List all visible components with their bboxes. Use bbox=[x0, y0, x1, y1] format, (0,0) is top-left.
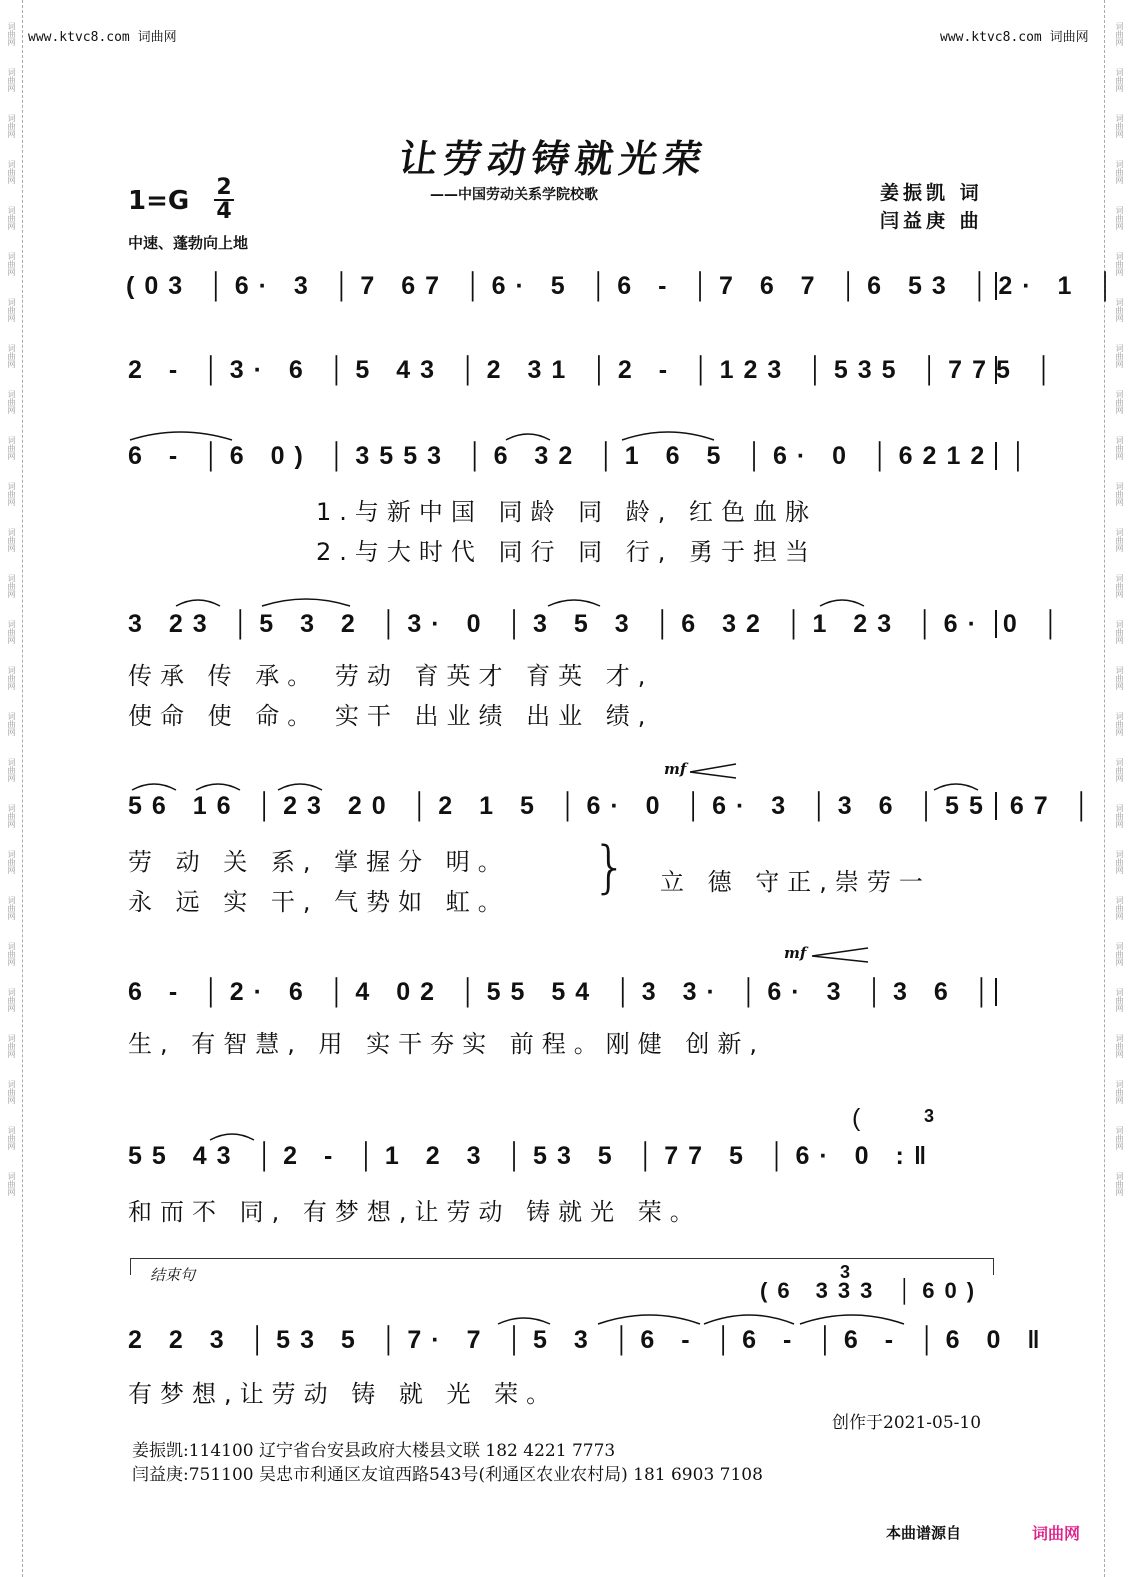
source-label: 本曲谱源自 bbox=[886, 1524, 962, 1542]
source-brand-link[interactable]: 词曲网 bbox=[1032, 1524, 1081, 1543]
side-watermark: 词曲网 bbox=[7, 896, 16, 920]
notation-row-2: 2 - │3· 6 │5 43 │2 31 │2 - │123 │535 │775 │ bbox=[128, 356, 1063, 384]
side-watermark: 词曲网 bbox=[7, 666, 16, 690]
side-watermark: 词曲网 bbox=[7, 114, 16, 138]
notation-row-7: 55 43 │2 - │1 2 3 │53 5 │77 5 │6· 0 :‖ bbox=[128, 1142, 937, 1170]
slur-6 bbox=[548, 600, 600, 606]
lyric-row-3-verse-2: 2.与大时代 同行 同 行, 勇于担当 bbox=[316, 538, 818, 566]
site-url-right: www.ktvc8.com 词曲网 bbox=[940, 30, 1089, 45]
side-watermark: 词曲网 bbox=[1115, 896, 1124, 920]
slur-15 bbox=[704, 1315, 794, 1324]
side-watermark: 词曲网 bbox=[7, 620, 16, 644]
slur-14 bbox=[598, 1315, 700, 1324]
slur-11 bbox=[934, 784, 978, 790]
verse-brace: } bbox=[592, 835, 628, 900]
composer-credit: 闫益庚 曲 bbox=[880, 210, 983, 232]
ending-bracket bbox=[130, 1258, 994, 1275]
side-watermark: 词曲网 bbox=[7, 436, 16, 460]
lyric-row-6: 生, 有智慧, 用 实干夯实 前程。刚健 创新, bbox=[128, 1030, 766, 1058]
right-margin-line bbox=[1104, 0, 1105, 1577]
side-watermark: 词曲网 bbox=[7, 528, 16, 552]
side-watermark: 词曲网 bbox=[7, 22, 16, 46]
slur-2 bbox=[506, 434, 550, 440]
time-signature-bottom: 4 bbox=[216, 199, 232, 224]
side-watermark: 词曲网 bbox=[7, 1080, 16, 1104]
side-watermark: 词曲网 bbox=[1115, 712, 1124, 736]
side-watermark: 词曲网 bbox=[7, 712, 16, 736]
dynamic-mf-1: mf bbox=[664, 760, 687, 778]
side-watermark: 词曲网 bbox=[7, 850, 16, 874]
slur-5 bbox=[262, 599, 350, 606]
side-watermark: 词曲网 bbox=[7, 298, 16, 322]
side-watermark: 词曲网 bbox=[7, 1034, 16, 1058]
notation-ending: 2 2 3 │53 5 │7· 7 │5 3 │6 - │6 - │6 - │6 0 ‖ bbox=[128, 1326, 1050, 1354]
side-watermark: 词曲网 bbox=[7, 160, 16, 184]
notation-row-4: 3 23 │5 3 2 │3· 0 │3 5 3 │6 32 │1 23 │6· 0 │ bbox=[128, 610, 1070, 638]
side-watermark: 词曲网 bbox=[1115, 804, 1124, 828]
side-watermark: 词曲网 bbox=[7, 574, 16, 598]
slur-4 bbox=[176, 600, 220, 606]
dynamic-mf-2: mf bbox=[784, 944, 807, 962]
time-signature-top: 2 bbox=[216, 175, 232, 200]
lyric-ending: 有梦想,让劳动 铸 就 光 荣。 bbox=[128, 1380, 559, 1408]
triplet-mark-ending: 3 bbox=[840, 1262, 861, 1282]
lyric-row-7: 和而不 同, 有梦想,让劳动 铸就光 荣。 bbox=[128, 1198, 702, 1226]
side-watermark: 词曲网 bbox=[7, 988, 16, 1012]
slur-3 bbox=[622, 432, 714, 440]
ending-label: 结束句 bbox=[150, 1266, 196, 1284]
slur-13 bbox=[498, 1318, 550, 1324]
side-watermark: 词曲网 bbox=[1115, 344, 1124, 368]
side-watermark: 词曲网 bbox=[1115, 758, 1124, 782]
side-watermark: 词曲网 bbox=[1115, 22, 1124, 46]
creation-date: 创作于2021-05-10 bbox=[832, 1413, 982, 1433]
side-watermark: 词曲网 bbox=[1115, 988, 1124, 1012]
lyricist-credit: 姜振凯 词 bbox=[880, 182, 983, 204]
slur-7 bbox=[820, 600, 864, 606]
slur-12 bbox=[210, 1134, 254, 1140]
optional-paren: ( bbox=[852, 1104, 871, 1132]
side-watermark: 词曲网 bbox=[1115, 390, 1124, 414]
side-watermark: 词曲网 bbox=[1115, 114, 1124, 138]
notation-row-6: 6 - │2· 6 │4 02 │55 54 │3 3· │6· 3 │3 6 │ bbox=[128, 978, 1001, 1006]
side-watermark: 词曲网 bbox=[7, 390, 16, 414]
left-margin-line bbox=[22, 0, 23, 1577]
lyric-row-3-verse-1: 1.与新中国 同龄 同 龄, 红色血脉 bbox=[316, 498, 818, 526]
side-watermark: 词曲网 bbox=[7, 942, 16, 966]
notation-row-5: 56 16 │23 20 │2 1 5 │6· 0 │6· 3 │3 6 │55 67 │ bbox=[128, 792, 1101, 820]
lyric-row-5-shared: 立 德 守正,崇劳一 bbox=[660, 868, 931, 896]
slur-16 bbox=[800, 1315, 904, 1324]
key-signature: 1=G bbox=[128, 186, 190, 216]
side-watermark: 词曲网 bbox=[7, 1126, 16, 1150]
side-watermark: 词曲网 bbox=[1115, 206, 1124, 230]
side-watermark: 词曲网 bbox=[1115, 942, 1124, 966]
side-watermark: 词曲网 bbox=[7, 206, 16, 230]
side-watermark: 词曲网 bbox=[7, 758, 16, 782]
side-watermark: 词曲网 bbox=[1115, 68, 1124, 92]
lyric-row-5-verse-1: 劳 动 关 系, 掌握分 明。 bbox=[128, 848, 510, 876]
slur-9 bbox=[196, 784, 240, 790]
side-watermark: 词曲网 bbox=[1115, 1034, 1124, 1058]
site-url-left: www.ktvc8.com 词曲网 bbox=[28, 30, 177, 45]
side-watermark: 词曲网 bbox=[7, 804, 16, 828]
side-watermark: 词曲网 bbox=[1115, 528, 1124, 552]
side-watermark: 词曲网 bbox=[1115, 1126, 1124, 1150]
tempo-marking: 中速、蓬勃向上地 bbox=[128, 234, 249, 252]
side-watermark: 词曲网 bbox=[1115, 574, 1124, 598]
slur-8 bbox=[132, 784, 176, 790]
side-watermark: 词曲网 bbox=[7, 482, 16, 506]
slur-1 bbox=[130, 432, 232, 440]
notation-row-3: 6 - │6 0) │3553 │6 32 │1 6 5 │6· 0 │6212 │ bbox=[128, 442, 1037, 470]
side-watermark: 词曲网 bbox=[7, 344, 16, 368]
side-watermark: 词曲网 bbox=[7, 68, 16, 92]
song-title: 让劳动铸就光荣 bbox=[396, 136, 711, 181]
crescendo-hairpin-1 bbox=[690, 764, 736, 778]
lyric-row-5-verse-2: 永 远 实 干, 气势如 虹。 bbox=[128, 888, 510, 916]
slur-10 bbox=[278, 784, 322, 790]
side-watermark: 词曲网 bbox=[1115, 666, 1124, 690]
lyric-row-4-verse-1: 传承 传 承。 劳动 育英才 育英 才, bbox=[128, 662, 654, 690]
contact-composer: 闫益庚:751100 吴忠市利通区友谊西路543号(利通区农业农村局) 181 6903 7108 bbox=[132, 1465, 763, 1485]
left-watermark-strip bbox=[4, 0, 18, 1577]
side-watermark: 词曲网 bbox=[1115, 620, 1124, 644]
side-watermark: 词曲网 bbox=[1115, 482, 1124, 506]
side-watermark: 词曲网 bbox=[1115, 1080, 1124, 1104]
side-watermark: 词曲网 bbox=[1115, 160, 1124, 184]
ending-alt-notation: (6 333 │60) bbox=[760, 1278, 985, 1303]
lyric-row-4-verse-2: 使命 使 命。 实干 出业绩 出业 绩, bbox=[128, 702, 654, 730]
side-watermark: 词曲网 bbox=[1115, 436, 1124, 460]
time-signature bbox=[214, 175, 234, 224]
song-subtitle: ——中国劳动关系学院校歌 bbox=[430, 187, 598, 203]
right-watermark-strip bbox=[1112, 0, 1126, 1577]
side-watermark: 词曲网 bbox=[1115, 850, 1124, 874]
crescendo-hairpin-2 bbox=[812, 948, 868, 962]
notation-row-1: (03 │6· 3 │7 67 │6· 5 │6 - │7 6 7 │6 53 │2· 1 │ bbox=[126, 272, 1125, 300]
side-watermark: 词曲网 bbox=[7, 1172, 16, 1196]
side-watermark: 词曲网 bbox=[1115, 252, 1124, 276]
side-watermark: 词曲网 bbox=[1115, 1172, 1124, 1196]
triplet-mark-row-7: 3 bbox=[924, 1106, 945, 1126]
side-watermark: 词曲网 bbox=[1115, 298, 1124, 322]
side-watermark: 词曲网 bbox=[7, 252, 16, 276]
contact-lyricist: 姜振凯:114100 辽宁省台安县政府大楼县文联 182 4221 7773 bbox=[132, 1441, 616, 1461]
